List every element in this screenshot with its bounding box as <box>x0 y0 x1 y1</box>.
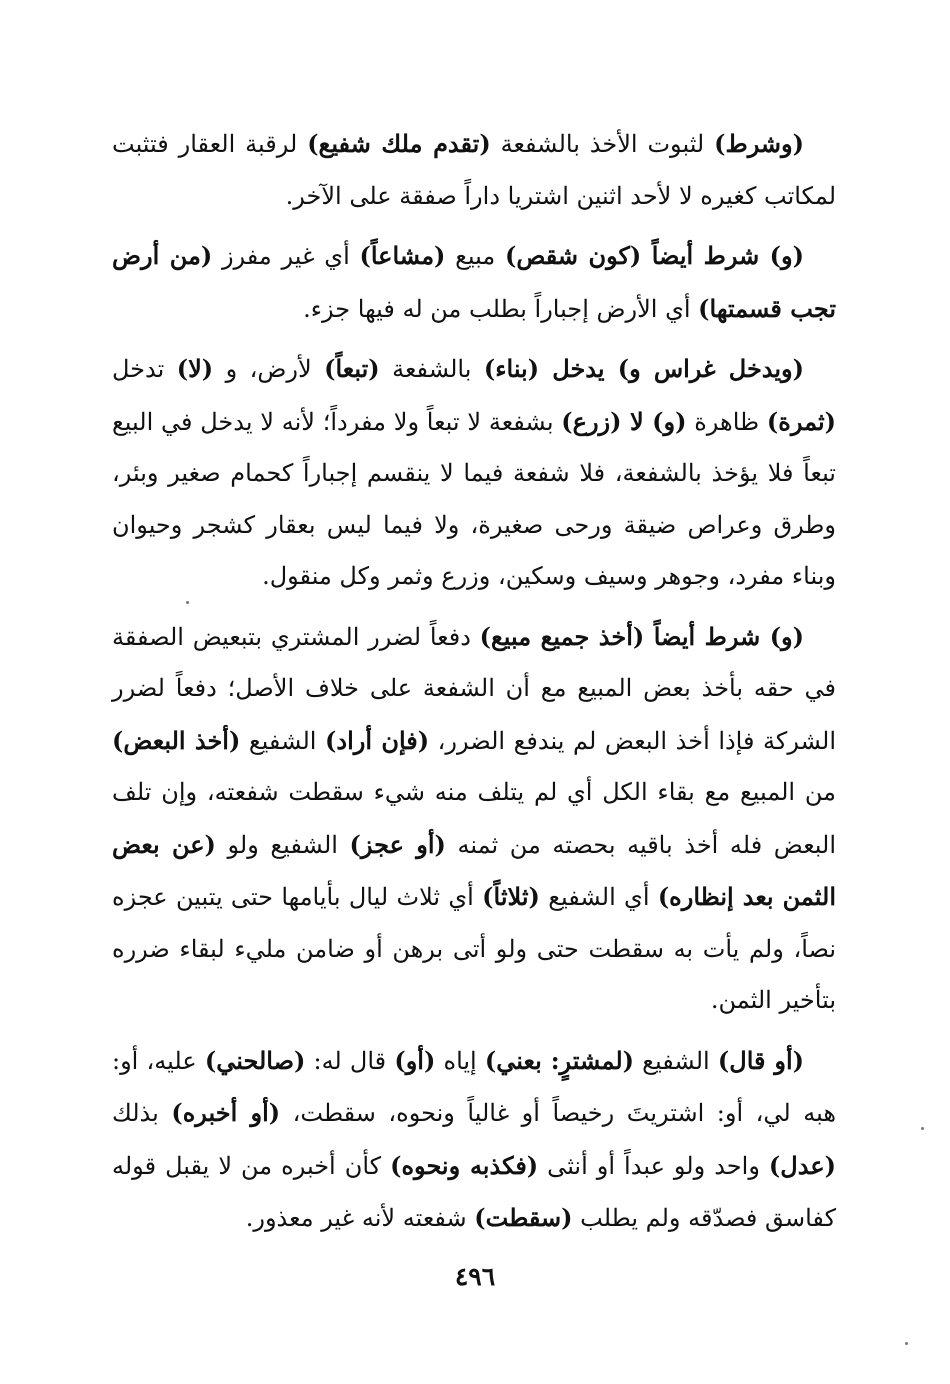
text-segment: دفعاً لضرر المشتري بتبعيض الصفقة في حقه بأخذ بعض المبيع مع أن الشفعة على خلاف الأصل؛ دفعاً لضرر الشركة فإذا أخذ البعض لم يندفع الضرر، <box>112 622 836 755</box>
scan-speck <box>186 601 189 604</box>
text-segment: الشفيع ولو <box>215 830 350 859</box>
text-segment: ظاهرة <box>686 407 767 436</box>
scan-speck <box>905 1342 908 1345</box>
bold-text-segment: (ويدخل غراس و) يدخل (بناء) <box>483 354 805 383</box>
bold-text-segment: (فكذبه ونحوه) <box>390 1150 539 1180</box>
text-segment: لأرض، و <box>213 355 325 383</box>
paragraph <box>112 343 836 603</box>
paragraph <box>112 118 836 222</box>
bold-text-segment: (عدل) <box>768 1150 836 1180</box>
paragraph <box>112 230 836 335</box>
text-segment: كأن أخبره من لا يقبل قوله كفاسق فصدّقه ولم يطلب <box>112 1151 836 1232</box>
text-segment: لثبوت الأخذ بالشفعة <box>490 130 715 158</box>
bold-text-segment: (و) شرط أيضاً (أخذ جميع مبيع) <box>479 621 805 651</box>
text-segment: عليه، أو: هبه لي، أو: اشتريتَ رخيصاً أو غالياً ونحوه، سقطت، <box>112 1046 836 1127</box>
bold-text-segment: (لمشترٍ: بعني) <box>484 1045 634 1075</box>
page-number: ٤٩٦ <box>454 1262 496 1291</box>
text-segment: لرقبة العقار فتثبت لمكاتب كغيره لا لأحد اثنين اشتريا داراً صفقة على الآخر. <box>112 130 836 210</box>
bold-text-segment: (مشاعاً) <box>359 241 446 270</box>
text-segment: أي ثلاث ليال بأيامها حتى يتبين عجزه نصاً، ولم يأت به سقطت حتى ولو أتى برهن أو ضامن مليء لبقاء ضرره بتأخير الثمن. <box>112 883 836 1014</box>
text-segment: أي غير مفرز <box>212 242 360 270</box>
bold-text-segment: (أو أخبره) <box>171 1098 281 1127</box>
bold-text-segment: (أو) <box>394 1045 436 1075</box>
bold-text-segment: (تقدم ملك شفيع) <box>307 129 491 158</box>
text-segment: مبيع <box>445 242 505 270</box>
text-segment: بالشفعة <box>379 355 484 383</box>
paragraph <box>112 1035 836 1245</box>
text-segment: بذلك <box>112 1099 172 1127</box>
bold-text-segment: (لا) <box>176 354 214 383</box>
text-segment: الشفيع <box>634 1046 718 1075</box>
text-segment: من المبيع مع بقاء الكل أي لم يتلف منه شيء سقطت شفعته، وإن تلف البعض فله أخذ باقيه بحصته من ثمنه <box>112 778 837 859</box>
bold-text-segment: (من أرض تجب قسمتها) <box>112 241 836 323</box>
text-segment: بشفعة لا تبعاً ولا مفرداً؛ لأنه لا يدخل في البيع تبعاً فلا يؤخذ بالشفعة، فلا شفعة فيما لا ينقسم إجباراً كحمام صغير وبئر، وطرق وعراص ضيقة ورحى صغيرة، ولا فيما ليس بعقار كشجر وحيوان وبناء مفرد، وجوهر وسيف وسكين، وزرع وثمر وكل منقول. <box>112 407 836 590</box>
bold-text-segment: (و) لا (زرع) <box>561 406 687 436</box>
text-segment: قال له: <box>305 1046 395 1075</box>
bold-text-segment: (تبعاً) <box>324 354 380 383</box>
text-segment: شفعته لأنه غير معذور. <box>245 1204 475 1232</box>
bold-text-segment: (فإن أراد) <box>325 725 430 755</box>
bold-text-segment: (و) شرط أيضاً (كون شقص) <box>505 241 804 270</box>
bold-text-segment: (صالحني) <box>204 1045 306 1075</box>
bold-text-segment: (أو قال) <box>717 1045 805 1075</box>
bold-text-segment: (أو عجز) <box>349 829 446 859</box>
text-segment: تدخل <box>112 355 177 383</box>
bold-text-segment: (ثلاثاً) <box>482 882 540 911</box>
paragraph <box>112 611 836 1027</box>
text-segment: أي الشفيع <box>539 883 658 911</box>
text-segment: واحد ولو عبداً أو أنثى <box>538 1151 769 1180</box>
bold-text-segment: (وشرط) <box>714 129 804 158</box>
text-segment: إياه <box>435 1046 485 1075</box>
text-segment: أي الأرض إجباراً بطلب من له فيها جزء. <box>303 294 699 323</box>
scan-speck <box>921 1127 924 1130</box>
bold-text-segment: (ثمرة) <box>766 406 836 436</box>
text-segment: الشفيع <box>240 726 326 755</box>
bold-text-segment: (عن بعض الثمن بعد إنظاره) <box>112 829 837 911</box>
bold-text-segment: (سقطت) <box>474 1203 573 1232</box>
body-text <box>112 118 836 1253</box>
bold-text-segment: (أخذ البعض) <box>112 725 241 755</box>
